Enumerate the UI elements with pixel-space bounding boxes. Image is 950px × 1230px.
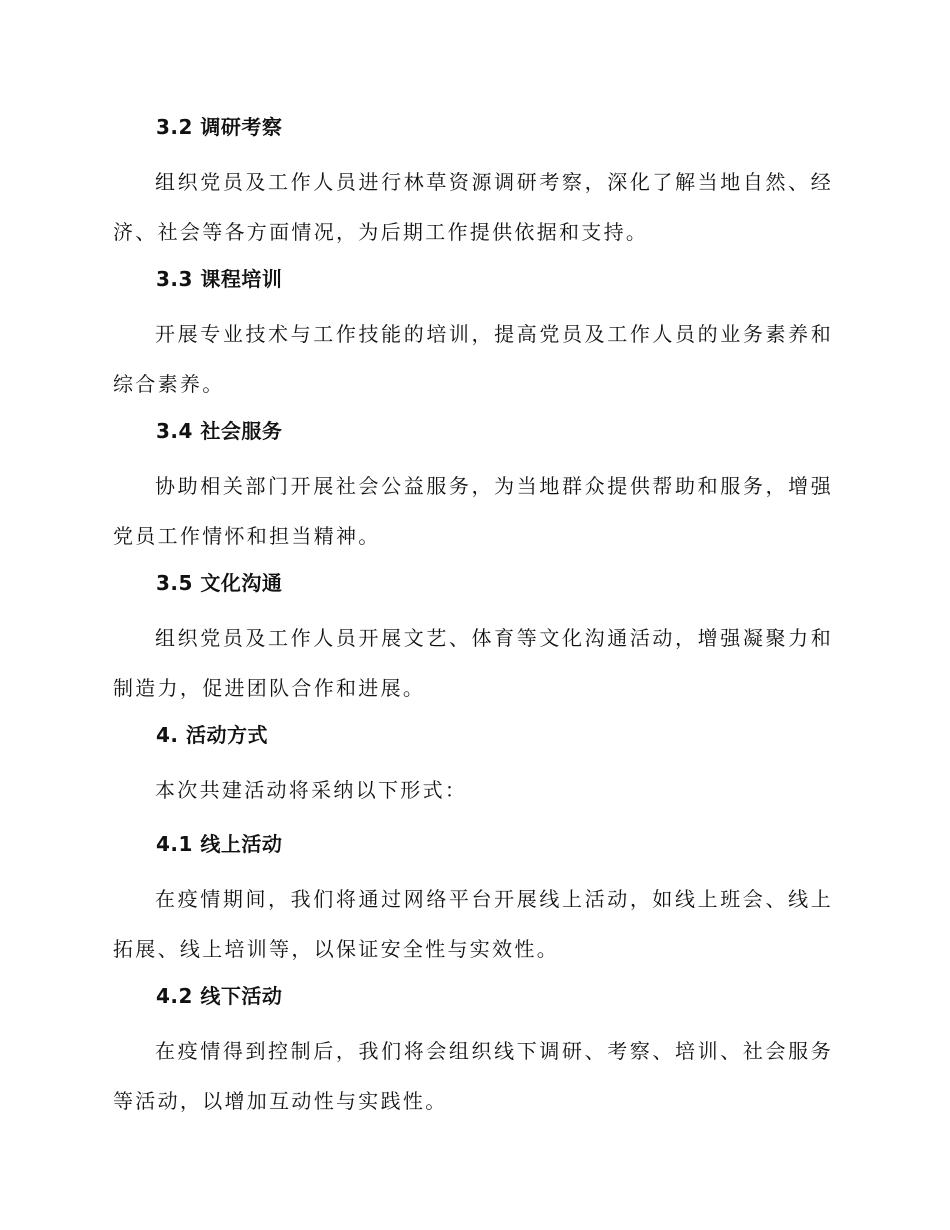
section-heading-3-4: 3.4 社会服务 [156,419,283,443]
section-heading-3-5: 3.5 文化沟通 [156,571,283,595]
section-paragraph-4-1: 在疫情期间，我们将通过网络平台开展线上活动，如线上班会、线上拓展、线上培训等，以保证安全性与实效性。 [113,887,833,961]
section-heading-3-2: 3.2 调研考察 [156,115,283,139]
section-heading-4-2: 4.2 线下活动 [156,984,283,1008]
section-paragraph-4: 本次共建活动将采纳以下形式： [155,778,468,802]
section-heading-3-3: 3.3 课程培训 [156,267,283,291]
section-paragraph-4-2: 在疫情得到控制后，我们将会组织线下调研、考察、培训、社会服务等活动，以增加互动性与实践性。 [113,1039,833,1113]
section-heading-4: 4. 活动方式 [156,723,268,747]
section-paragraph-3-5: 组织党员及工作人员开展文艺、体育等文化沟通活动，增强凝聚力和制造力，促进团队合作和进展。 [113,626,833,700]
section-paragraph-3-3: 开展专业技术与工作技能的培训，提高党员及工作人员的业务素养和综合素养。 [113,322,833,396]
section-heading-4-1: 4.1 线上活动 [156,832,283,856]
section-paragraph-3-2: 组织党员及工作人员进行林草资源调研考察，深化了解当地自然、经济、社会等各方面情况，为后期工作提供依据和支持。 [113,170,833,244]
section-paragraph-3-4: 协助相关部门开展社会公益服务，为当地群众提供帮助和服务，增强党员工作情怀和担当精神。 [113,474,833,548]
